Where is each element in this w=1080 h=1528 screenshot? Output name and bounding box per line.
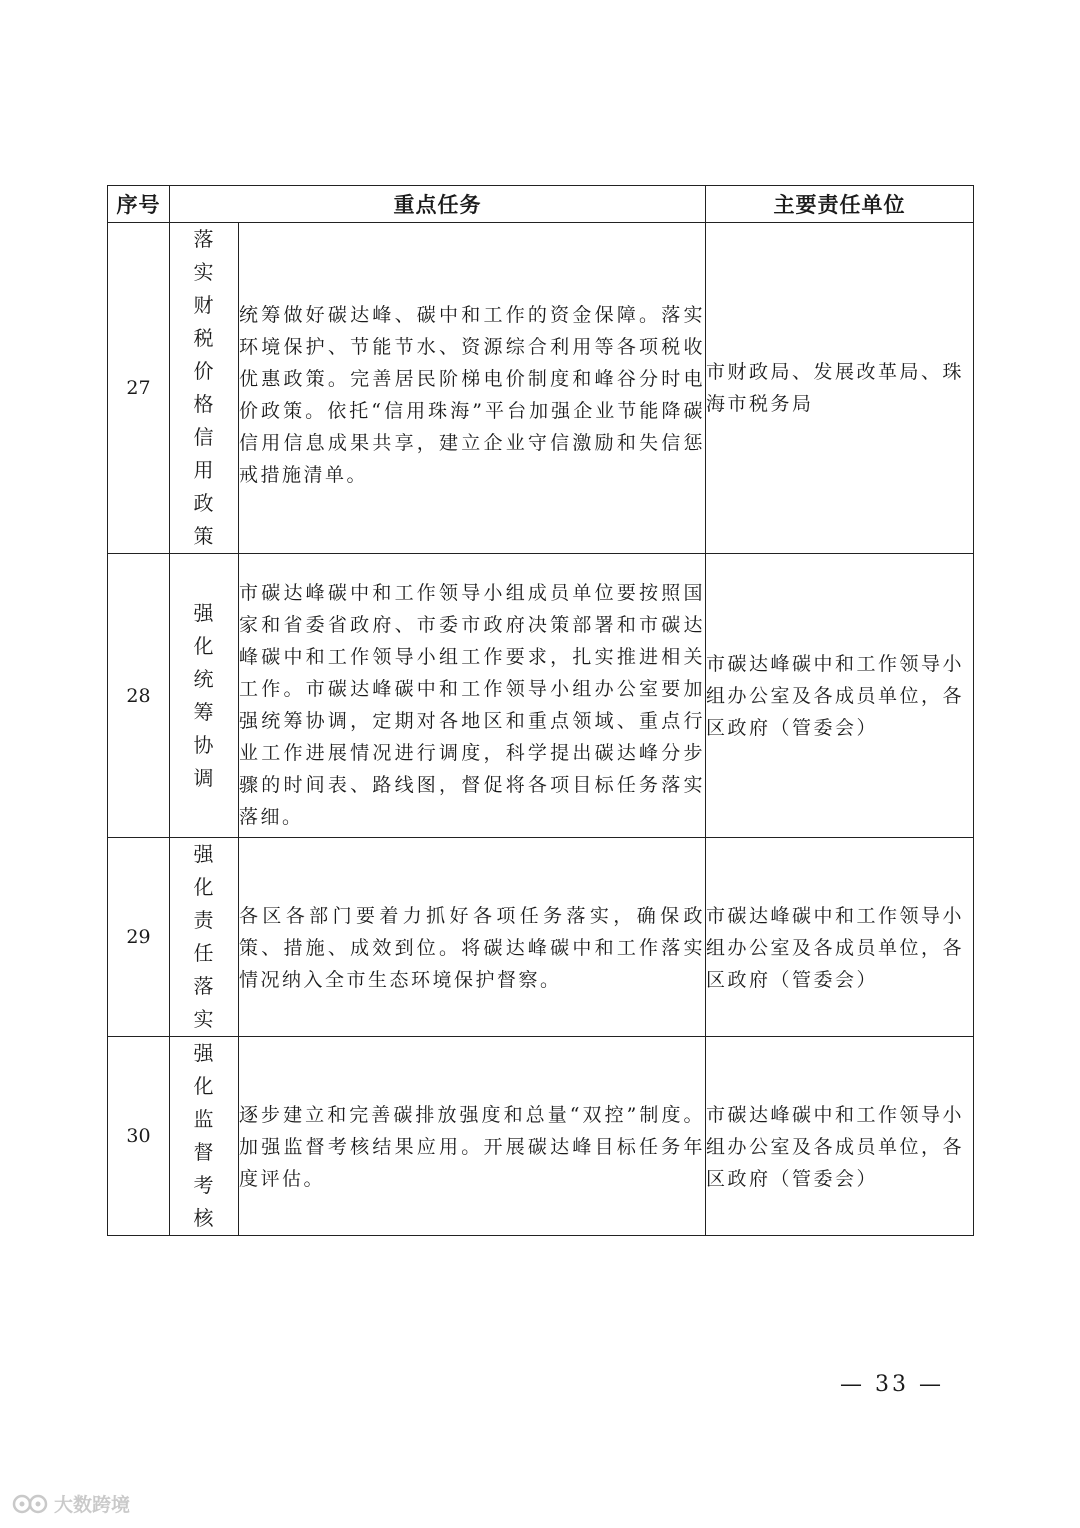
watermark-text: 大数跨境 [54, 1494, 131, 1516]
row-category-text: 落实财税价格信用政策 [193, 227, 219, 548]
header-row [108, 186, 974, 223]
table-row [108, 223, 974, 554]
row-unit: 市碳达峰碳中和工作领导小组办公室及各成员单位，各区政府（管委会） [706, 1037, 974, 1236]
task-table [107, 185, 974, 1236]
row-task: 逐步建立和完善碳排放强度和总量“双控”制度。加强监督考核结果应用。开展碳达峰目标任务年度评估。 [239, 1037, 706, 1236]
row-category [170, 838, 239, 1037]
row-number: 30 [108, 1037, 170, 1236]
row-category [170, 554, 239, 838]
row-task: 市碳达峰碳中和工作领导小组成员单位要按照国家和省委省政府、市委市政府决策部署和市碳达峰碳中和工作领导小组工作要求，扎实推进相关工作。市碳达峰碳中和工作领导小组办公室要加强统筹协调，定期对各地区和重点领域、重点行业工作进展情况进行调度，科学提出碳达峰分步骤的时间表、路线图，督促将各项目标任务落实落细。 [239, 554, 706, 838]
row-category-text: 强化监督考核 [193, 1041, 219, 1230]
row-category-text: 强化统筹协调 [193, 600, 219, 790]
watermark [12, 1490, 130, 1517]
table-row [108, 1037, 974, 1236]
row-category-text: 强化责任落实 [193, 842, 219, 1031]
row-unit: 市财政局、发展改革局、珠海市税务局 [706, 223, 974, 554]
logo-icon [12, 1492, 50, 1516]
table-row [108, 838, 974, 1037]
row-task: 各区各部门要着力抓好各项任务落实，确保政策、措施、成效到位。将碳达峰碳中和工作落实情况纳入全市生态环境保护督察。 [239, 838, 706, 1037]
row-unit: 市碳达峰碳中和工作领导小组办公室及各成员单位，各区政府（管委会） [706, 554, 974, 838]
header-task: 重点任务 [170, 186, 706, 223]
row-category [170, 223, 239, 554]
page-number: — 33 — [840, 1372, 944, 1397]
row-task: 统筹做好碳达峰、碳中和工作的资金保障。落实环境保护、节能节水、资源综合利用等各项税收优惠政策。完善居民阶梯电价制度和峰谷分时电价政策。依托“信用珠海”平台加强企业节能降碳信用信息成果共享，建立企业守信激励和失信惩戒措施清单。 [239, 223, 706, 554]
header-num: 序号 [108, 186, 170, 223]
row-number: 29 [108, 838, 170, 1037]
header-unit: 主要责任单位 [706, 186, 974, 223]
row-number: 27 [108, 223, 170, 554]
row-category [170, 1037, 239, 1236]
table-row [108, 554, 974, 838]
row-number: 28 [108, 554, 170, 838]
row-unit: 市碳达峰碳中和工作领导小组办公室及各成员单位，各区政府（管委会） [706, 838, 974, 1037]
